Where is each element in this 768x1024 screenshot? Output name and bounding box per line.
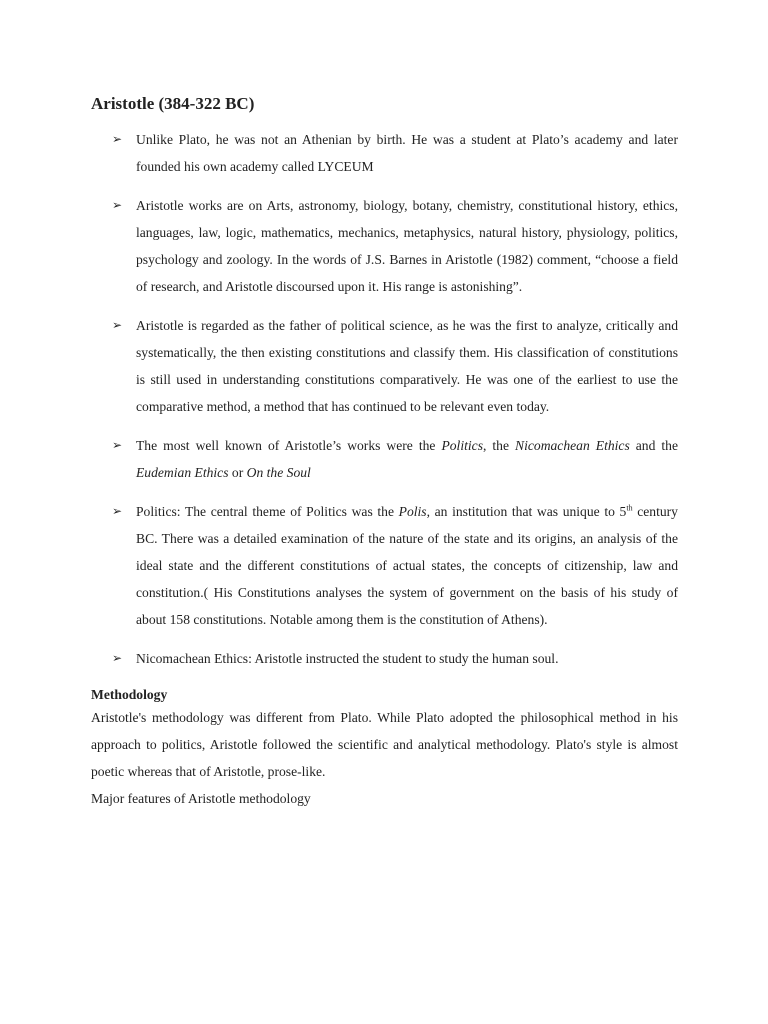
page-title: Aristotle (384-322 BC) [91, 94, 255, 113]
book-title-eudemian-ethics: Eudemian Ethics [136, 465, 229, 480]
text-run: , an institution that was unique to 5 [426, 504, 627, 519]
bullet-list [91, 126, 678, 672]
book-title-nicomachean-ethics: Nicomachean Ethics [515, 438, 630, 453]
arrow-bullet-icon: ➢ [112, 504, 123, 518]
list-item [91, 126, 678, 180]
text-run: , the [483, 438, 516, 453]
list-item [91, 432, 678, 486]
bullet-text [136, 432, 678, 486]
list-item [91, 312, 678, 420]
bullet-text: Unlike Plato, he was not an Athenian by birth. He was a student at Plato’s academy and later founded his own academy called LYCEUM [136, 132, 678, 174]
bullet-text: Nicomachean Ethics: Aristotle instructed the student to study the human soul. [136, 651, 559, 666]
list-item [91, 498, 678, 633]
list-item [91, 192, 678, 300]
features-line: Major features of Aristotle methodology [91, 791, 311, 806]
text-run: Politics: The central theme of Politics was the [136, 504, 399, 519]
section-heading-methodology: Methodology [91, 687, 168, 702]
bullet-text [136, 498, 678, 633]
list-item [91, 645, 678, 672]
term-polis: Polis [398, 504, 427, 519]
text-run: and the [629, 438, 678, 453]
superscript: th [626, 503, 633, 513]
arrow-bullet-icon: ➢ [112, 198, 123, 212]
arrow-bullet-icon: ➢ [112, 651, 123, 665]
book-title-on-the-soul: On the Soul [246, 465, 311, 480]
arrow-bullet-icon: ➢ [112, 318, 123, 332]
text-run: or [228, 465, 247, 480]
arrow-bullet-icon: ➢ [112, 132, 123, 146]
methodology-paragraph: Aristotle's methodology was different from Plato. While Plato adopted the philosophical method in his approach to politics, Aristotle followed the scientific and analytical methodology. Plato's style is almost poetic whereas that of Aristotle, prose-like. [91, 710, 678, 779]
bullet-text: Aristotle works are on Arts, astronomy, biology, botany, chemistry, constitutional history, ethics, languages, law, logic, mathematics, mechanics, metaphysics, natural history, physiology, politics, psychology and zoology. In the words of J.S. Barnes in Aristotle (1982) comment, “choose a field of research, and Aristotle discoursed upon it. His range is astonishing”. [136, 198, 678, 294]
arrow-bullet-icon: ➢ [112, 438, 123, 452]
text-run: The most well known of Aristotle’s works were the [136, 438, 442, 453]
text-run: century BC. There was a detailed examination of the nature of the state and its origins, an analysis of the ideal state and the different constitutions of actual states, the concepts of citizenship, law and constitution.( His Constitutions analyses the system of government on the basis of his study of about 158 constitutions. Notable among them is the constitution of Athens). [136, 504, 678, 627]
book-title-politics: Politics [441, 438, 483, 453]
bullet-text: Aristotle is regarded as the father of political science, as he was the first to analyze, critically and systematically, the then existing constitutions and classify them. His classification of constitutions is still used in understanding constitutions comparatively. He was one of the earliest to use the comparative method, a method that has continued to be relevant even today. [136, 318, 678, 414]
